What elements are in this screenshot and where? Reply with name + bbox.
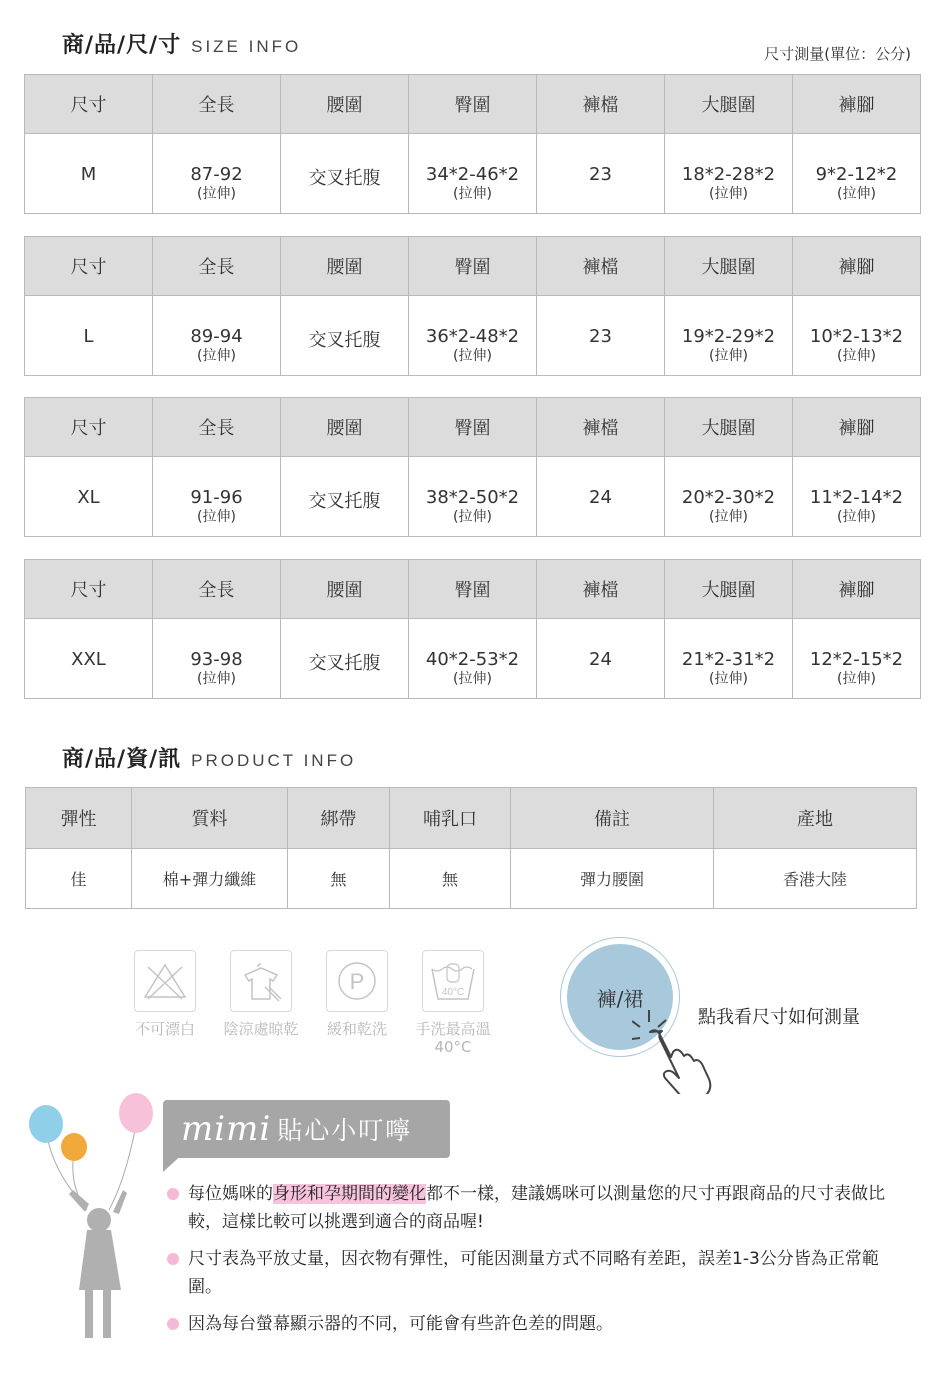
- cell-value: 40*2-53*2: [425, 649, 520, 670]
- stretch-note: (拉伸): [837, 186, 876, 202]
- care-label: 陰涼處晾乾: [223, 1020, 299, 1038]
- header-size: 尺寸: [25, 237, 153, 296]
- cell-hem: [793, 134, 921, 214]
- cell-value: 交叉托腹: [308, 653, 381, 674]
- tips-title: 貼心小叮嚀: [277, 1116, 413, 1145]
- header-length: 全長: [153, 75, 281, 134]
- header-origin: 產地: [714, 788, 917, 849]
- cell-value: 23: [589, 326, 612, 347]
- cell-size: [25, 134, 153, 214]
- size-title-en: SIZE INFO: [191, 37, 302, 56]
- header-nursing: 哺乳口: [390, 788, 511, 849]
- tip-bullet: [167, 1318, 179, 1330]
- header-size: 尺寸: [25, 560, 153, 619]
- value-tie: 無: [288, 849, 390, 909]
- stretch-note: (拉伸): [453, 671, 492, 687]
- cell-value: XXL: [71, 649, 106, 670]
- header-crotch: 褲檔: [537, 75, 665, 134]
- cell-value: 交叉托腹: [308, 168, 381, 189]
- cell-value: 87-92: [190, 164, 243, 185]
- stretch-note: (拉伸): [197, 348, 236, 364]
- stretch-note: (拉伸): [837, 348, 876, 364]
- cell-value: 36*2-48*2: [425, 326, 520, 347]
- cell-value: 12*2-15*2: [809, 649, 904, 670]
- cell-length: [153, 134, 281, 214]
- tip-bullet: [167, 1253, 179, 1265]
- balloon-girl-illustration: [25, 1090, 165, 1350]
- header-hip: 臀圍: [409, 75, 537, 134]
- size-title-zh: 商/品/尺/寸: [62, 33, 182, 58]
- hand-wash-temp: 40°C: [441, 987, 465, 998]
- tip-2: 尺寸表為平放丈量，因衣物有彈性，可能因測量方式不同略有差距，誤差1-3公分皆為正常範圍。: [188, 1249, 879, 1297]
- bubble-tail: [163, 1150, 193, 1176]
- header-note: 備註: [511, 788, 714, 849]
- care-gentle-dry-clean: [312, 950, 402, 1038]
- shade-dry-icon: [230, 950, 292, 1012]
- stretch-note: (拉伸): [709, 348, 748, 364]
- product-info-title: [62, 742, 356, 773]
- girl-silhouette: [69, 1190, 127, 1338]
- stretch-note: (拉伸): [837, 509, 876, 525]
- cell-hem: [793, 619, 921, 699]
- size-table-xxl: [24, 559, 921, 699]
- cell-value: 交叉托腹: [308, 330, 381, 351]
- cell-value: 93-98: [190, 649, 243, 670]
- product-info-table: [25, 787, 917, 909]
- cell-value: 24: [589, 649, 612, 670]
- cell-waist: [281, 457, 409, 537]
- stretch-note: (拉伸): [453, 186, 492, 202]
- stretch-note: (拉伸): [197, 509, 236, 525]
- value-nursing: 無: [390, 849, 511, 909]
- cell-hip: [409, 619, 537, 699]
- header-length: 全長: [153, 560, 281, 619]
- header-waist: 腰圍: [281, 75, 409, 134]
- stretch-note: (拉伸): [453, 509, 492, 525]
- cell-size: [25, 619, 153, 699]
- cell-value: 19*2-29*2: [681, 326, 776, 347]
- header-hip: 臀圍: [409, 560, 537, 619]
- product-title-zh: 商/品/資/訊: [62, 747, 182, 772]
- cell-value: 9*2-12*2: [815, 164, 898, 185]
- product-header-row: [26, 788, 917, 849]
- tips-title-bubble: [163, 1100, 450, 1158]
- cell-length: [153, 457, 281, 537]
- value-origin: 香港大陸: [714, 849, 917, 909]
- cell-hip: [409, 134, 537, 214]
- header-crotch: 褲檔: [537, 237, 665, 296]
- stretch-note: (拉伸): [837, 671, 876, 687]
- header-length: 全長: [153, 398, 281, 457]
- size-value-row: [25, 134, 921, 214]
- care-label: 手洗最高溫 40°C: [415, 1020, 491, 1056]
- pink-balloon: [119, 1093, 153, 1133]
- tip-1: 每位媽咪的身形和孕期間的變化都不一樣，建議媽咪可以測量您的尺寸再跟商品的尺寸表做比較，這樣比較可以挑選到適合的商品喔!: [188, 1184, 885, 1232]
- stretch-note: (拉伸): [709, 186, 748, 202]
- product-value-row: [26, 849, 917, 909]
- tip-highlight: 身形和孕期間的變化: [273, 1184, 426, 1204]
- cell-size: [25, 457, 153, 537]
- cell-value: 20*2-30*2: [681, 487, 776, 508]
- tip-3: 因為每台螢幕顯示器的不同，可能會有些許色差的問題。: [188, 1314, 613, 1334]
- header-thigh: 大腿圍: [665, 560, 793, 619]
- care-no-bleach: [120, 950, 210, 1038]
- cell-thigh: [665, 457, 793, 537]
- cell-thigh: [665, 619, 793, 699]
- cell-value: 交叉托腹: [308, 491, 381, 512]
- orange-balloon: [61, 1133, 87, 1161]
- header-hem: 褲腳: [793, 75, 921, 134]
- cell-crotch: [537, 619, 665, 699]
- cell-waist: [281, 619, 409, 699]
- hand-wash-icon: [422, 950, 484, 1012]
- cell-hip: [409, 296, 537, 376]
- size-header-row: [25, 398, 921, 457]
- header-crotch: 褲檔: [537, 398, 665, 457]
- size-table-m: [24, 74, 921, 214]
- cell-value: 18*2-28*2: [681, 164, 776, 185]
- cell-value: 24: [589, 487, 612, 508]
- stretch-note: (拉伸): [197, 186, 236, 202]
- care-hand-wash: [408, 950, 498, 1056]
- cell-value: 23: [589, 164, 612, 185]
- cell-value: 34*2-46*2: [425, 164, 520, 185]
- header-size: 尺寸: [25, 75, 153, 134]
- size-header-row: [25, 237, 921, 296]
- header-elasticity: 彈性: [26, 788, 132, 849]
- value-elasticity: 佳: [26, 849, 132, 909]
- care-shade-dry: [216, 950, 306, 1038]
- no-bleach-icon: [134, 950, 196, 1012]
- measure-circle-button[interactable]: 褲/裙: [567, 944, 673, 1050]
- cell-length: [153, 296, 281, 376]
- header-tie: 綁帶: [288, 788, 390, 849]
- cell-value: 10*2-13*2: [809, 326, 904, 347]
- cell-hip: [409, 457, 537, 537]
- header-thigh: 大腿圍: [665, 75, 793, 134]
- measure-guide-link[interactable]: 點我看尺寸如何測量: [698, 1007, 860, 1028]
- header-material: 質料: [132, 788, 288, 849]
- cell-thigh: [665, 134, 793, 214]
- header-thigh: 大腿圍: [665, 237, 793, 296]
- header-waist: 腰圍: [281, 560, 409, 619]
- header-length: 全長: [153, 237, 281, 296]
- header-waist: 腰圍: [281, 237, 409, 296]
- size-value-row: [25, 457, 921, 537]
- cell-value: 91-96: [190, 487, 243, 508]
- cell-crotch: [537, 457, 665, 537]
- header-hip: 臀圍: [409, 237, 537, 296]
- mimi-logo-text: mimi: [181, 1109, 272, 1149]
- cell-crotch: [537, 296, 665, 376]
- header-hem: 褲腳: [793, 560, 921, 619]
- size-value-row: [25, 619, 921, 699]
- cell-waist: [281, 296, 409, 376]
- header-hem: 褲腳: [793, 398, 921, 457]
- size-table-l: [24, 236, 921, 376]
- gentle-dry-clean-icon: [326, 950, 388, 1012]
- tip-bullet: [167, 1188, 179, 1200]
- size-info-title: [62, 28, 301, 59]
- cell-hem: [793, 296, 921, 376]
- care-label: 不可漂白: [134, 1020, 195, 1038]
- cell-waist: [281, 134, 409, 214]
- care-label: 緩和乾洗: [326, 1020, 387, 1038]
- cell-value: 89-94: [190, 326, 243, 347]
- unit-note: 尺寸測量(單位：公分): [764, 45, 911, 63]
- cell-value: L: [83, 326, 94, 347]
- header-thigh: 大腿圍: [665, 398, 793, 457]
- value-material: 棉+彈力纖維: [132, 849, 288, 909]
- header-hip: 臀圍: [409, 398, 537, 457]
- value-note: 彈力腰圍: [511, 849, 714, 909]
- stretch-note: (拉伸): [709, 671, 748, 687]
- cell-value: 21*2-31*2: [681, 649, 776, 670]
- svg-text:P: P: [349, 969, 365, 994]
- cell-length: [153, 619, 281, 699]
- stretch-note: (拉伸): [453, 348, 492, 364]
- size-header-row: [25, 560, 921, 619]
- product-title-en: PRODUCT INFO: [191, 751, 357, 770]
- stretch-note: (拉伸): [709, 509, 748, 525]
- size-header-row: [25, 75, 921, 134]
- stretch-note: (拉伸): [197, 671, 236, 687]
- cell-value: 38*2-50*2: [425, 487, 520, 508]
- cell-value: 11*2-14*2: [809, 487, 904, 508]
- cell-size: [25, 296, 153, 376]
- size-table-xl: [24, 397, 921, 537]
- cell-value: M: [80, 164, 97, 185]
- cell-crotch: [537, 134, 665, 214]
- cell-hem: [793, 457, 921, 537]
- cell-value: XL: [77, 487, 100, 508]
- size-value-row: [25, 296, 921, 376]
- header-hem: 褲腳: [793, 237, 921, 296]
- header-size: 尺寸: [25, 398, 153, 457]
- header-crotch: 褲檔: [537, 560, 665, 619]
- cell-thigh: [665, 296, 793, 376]
- header-waist: 腰圍: [281, 398, 409, 457]
- blue-balloon: [29, 1105, 63, 1143]
